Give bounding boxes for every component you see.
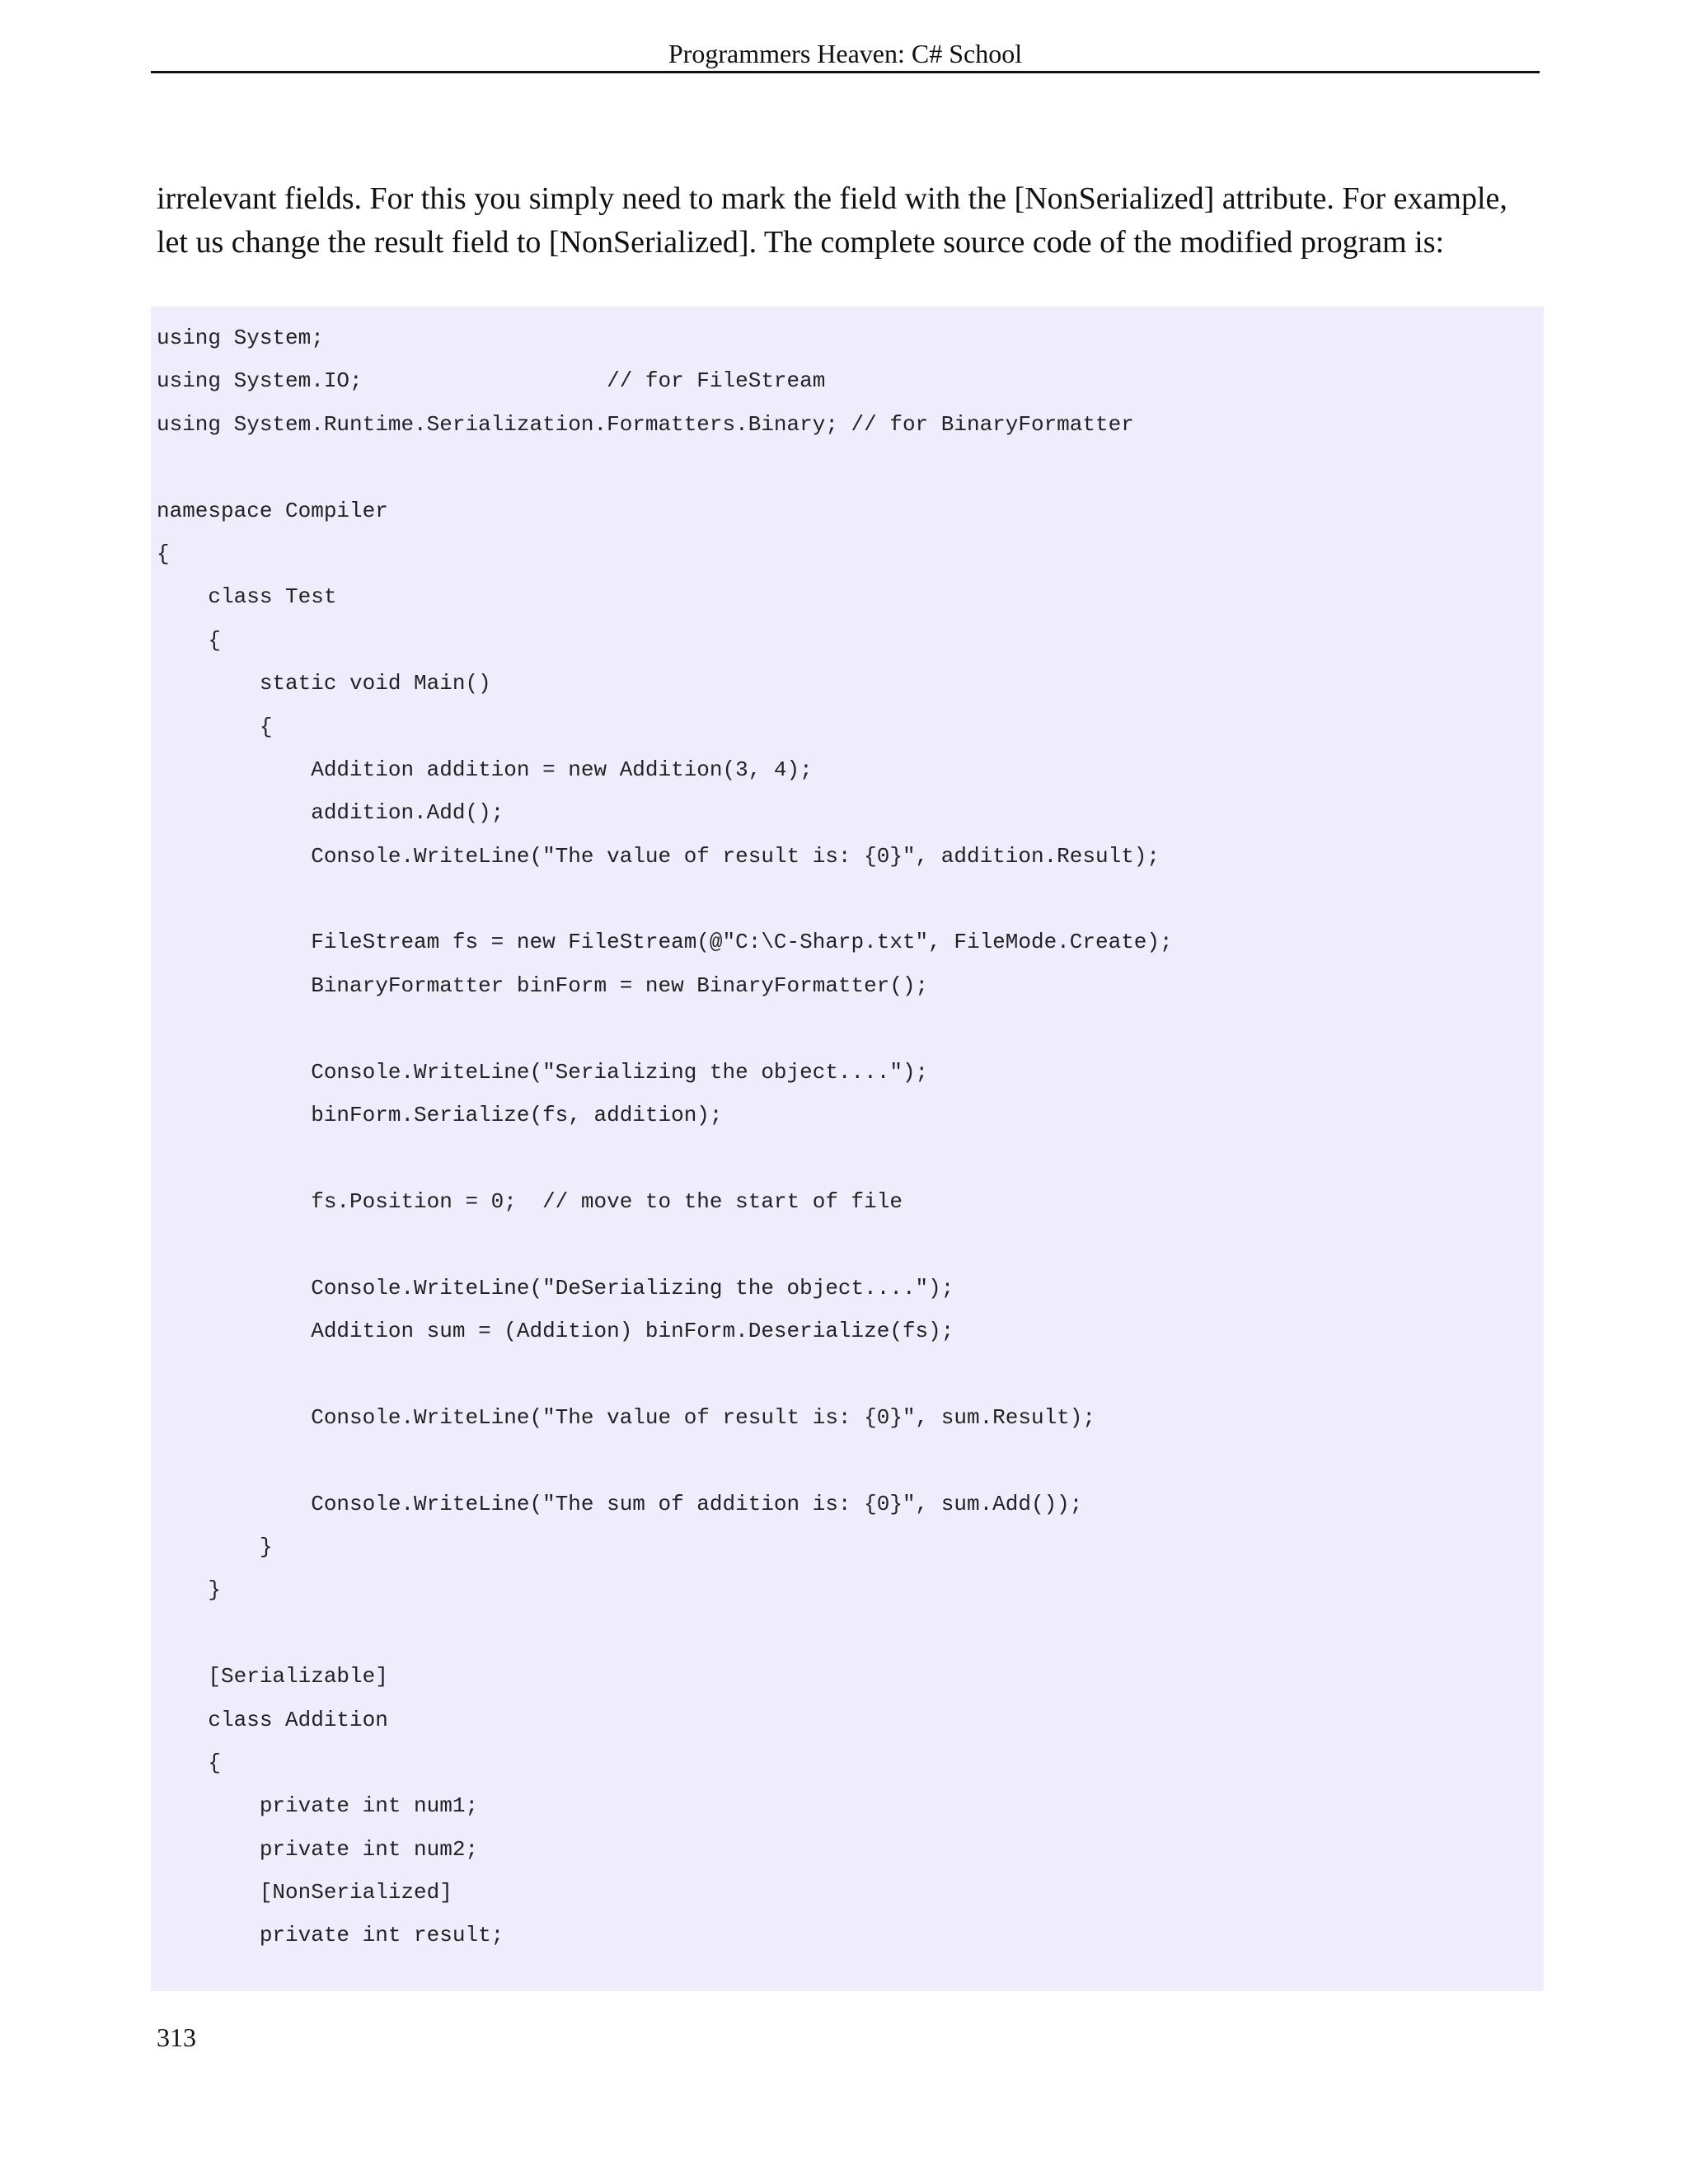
code-line: binForm.Serialize(fs, addition); [157, 1103, 723, 1128]
code-line: private int result; [157, 1923, 504, 1948]
code-line: class Test [157, 584, 337, 610]
code-line: { [157, 541, 170, 566]
code-line [157, 1439, 1544, 1482]
intro-paragraph: irrelevant fields. For this you simply need to mark the field with the [NonSerialized] attribute. For example, let us change the result field to [NonSerialized]. The complete source code of the modified program is: [157, 181, 1507, 260]
code-line: using System.IO; // for FileStream [157, 368, 826, 394]
code-block [151, 307, 1544, 1991]
code-line [157, 446, 1544, 489]
code-line: addition.Add(); [157, 800, 504, 826]
code-line: fs.Position = 0; // move to the start of file [157, 1188, 903, 1214]
code-line: } [157, 1577, 222, 1603]
code-line: Console.WriteLine("The sum of addition is: {0}", sum.Add()); [157, 1491, 1083, 1516]
code-line: class Addition [157, 1707, 388, 1732]
code-line [157, 878, 1544, 921]
code-line: { [157, 627, 222, 653]
code-line [157, 1612, 1544, 1655]
code-line: { [157, 1750, 222, 1775]
code-line: } [157, 1534, 273, 1559]
code-line [157, 1352, 1544, 1395]
code-line: private int num1; [157, 1793, 479, 1819]
page-number: 313 [157, 2022, 196, 2052]
code-line: [NonSerialized] [157, 1880, 452, 1905]
code-line: Addition sum = (Addition) binForm.Deserialize(fs); [157, 1318, 954, 1343]
code-line: Console.WriteLine("The value of result is: {0}", addition.Result); [157, 843, 1160, 869]
code-line [157, 1223, 1544, 1266]
code-line: Addition addition = new Addition(3, 4); [157, 757, 813, 782]
code-line: private int num2; [157, 1836, 479, 1862]
page-header [151, 36, 1540, 73]
code-line: using System; [157, 326, 324, 350]
code-line: FileStream fs = new FileStream(@"C:\C-Sharp.txt", FileMode.Create); [157, 930, 1173, 955]
code-line: { [157, 714, 273, 739]
code-line: using System.Runtime.Serialization.Formatters.Binary; // for BinaryFormatter [157, 411, 1134, 437]
header-title: Programmers Heaven: C# School [668, 39, 1023, 68]
code-line: [Serializable] [157, 1664, 388, 1690]
code-line: static void Main() [157, 671, 491, 696]
code-line [157, 1007, 1544, 1050]
code-line: namespace Compiler [157, 498, 388, 523]
code-line: Console.WriteLine("DeSerializing the object...."); [157, 1275, 954, 1301]
code-line: Console.WriteLine("The value of result is: {0}", sum.Result); [157, 1404, 1095, 1430]
code-line [157, 1137, 1544, 1179]
code-line: BinaryFormatter binForm = new BinaryFormatter(); [157, 972, 929, 998]
code-line: Console.WriteLine("Serializing the object...."); [157, 1059, 929, 1085]
